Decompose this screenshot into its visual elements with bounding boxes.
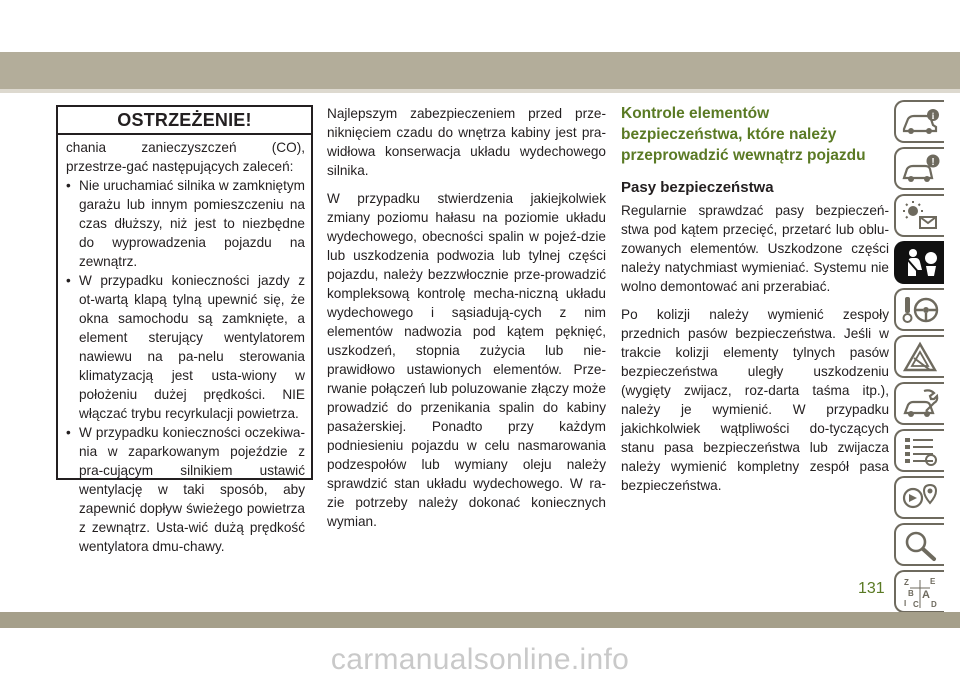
radio-map-icon [900, 481, 940, 515]
warning-body [58, 135, 311, 556]
ignition-steering-icon [900, 293, 940, 327]
index-letter: I [904, 598, 907, 608]
specifications-list-icon [900, 434, 940, 468]
seatbelt-airbag-icon [900, 246, 940, 280]
index-letter: D [931, 599, 937, 609]
warning-intro: chania zanieczyszczeń (CO), przestrze-gać następujących zaleceń: [66, 140, 305, 174]
wrench-car-icon [900, 387, 940, 421]
right-column [621, 103, 889, 504]
paragraph: W przypadku stwierdzenia jakiejkolwiek zmiany poziomu hałasu na poziomie układu wydechowego, obecności spalin w pojeź-dzie lub uszkodzenia podwozia lub tylnej części pojazdu, należy bezzwłocznie prze-prowadzić kompleksową kontrolę mecha-niczną układu wydechowego i sąsiadują-cych z nim elementów nadwozia pod kątem pęknięć, uszkodzeń, stopnia zużycia lub nie-prawidłowo ustawionych elementów. Prze-rwanie połączeń lub poluzowanie złączy może prowadzić do przenikania spalin do kabiny pasażerskiej. Ponadto przy każdym podniesieniu pojazdu w celu nasmarowania podzespołów lub wymiany oleju należy sprawdzić stan układu wydechowego. W ra-zie potrzeby należy dokonać koniecznych wymian. [327, 191, 606, 529]
middle-column [327, 104, 606, 540]
header-band [0, 52, 960, 89]
warning-box [56, 105, 313, 554]
warning-list [66, 176, 305, 556]
paragraph: Regularnie sprawdzać pasy bezpieczeń-stwa pod kątem przecięć, przetarć lub oblu-zowanych elementów. Uszkodzone części należy natychmiast wymieniać. Systemu nie wolno demontować ani przerabiać. [621, 203, 889, 294]
car-warning-icon [900, 152, 940, 186]
tab-seatbelt-airbag[interactable] [894, 241, 944, 284]
tab-car-warning[interactable] [894, 147, 944, 190]
index-letter: Z [904, 577, 909, 587]
alphabet-index-icon [900, 575, 940, 609]
index-letter: E [930, 576, 936, 586]
warning-title: OSTRZEŻENIE! [58, 107, 311, 135]
warning-item: • W przypadku konieczności oczekiwa-nia w zaparkowanym pojeździe z pra-cującym silnikiem ustawić wentylację w taki sposób, aby zapewnić dopływ świeżego powietrza z zewnątrz. Usta-wić dużą prędkość wentylatora dmu-chawy. [66, 423, 305, 556]
tab-car-info[interactable] [894, 100, 944, 143]
index-letter: A [922, 588, 930, 601]
header-band-shadow [0, 89, 960, 93]
tab-search[interactable] [894, 523, 944, 566]
chapter-tabs [894, 100, 944, 617]
paragraph: Po kolizji należy wymienić zespoły przednich pasów bezpieczeństwa. Jeśli w trakcie kolizji elementy tylnych pasów bezpieczeństwa uległy uszkodzeniu (wygięty zwijacz, roz-darta taśma itp.), należy je wymienić. W przypadku jakichkolwiek wątpliwości do-tyczących stanu pasa bezpieczeństwa lub zwijacza należy wymienić kompletny zespół pasa bezpieczeństwa. [621, 307, 889, 493]
hazard-warning-icon [900, 340, 940, 374]
tab-multimedia[interactable] [894, 476, 944, 519]
footer-band [0, 612, 960, 628]
warning-item: • Nie uruchamiać silnika w zamkniętym garażu lub innym pomieszczeniu na czas dłuższy, niż jest to niezbędne do wyprowadzenia pojazdu na zewnątrz. [66, 176, 305, 271]
svg-text:i: i [931, 110, 935, 121]
tab-index[interactable] [894, 570, 944, 613]
tab-ignition-steering[interactable] [894, 288, 944, 331]
section-title: Kontrole elementów bezpieczeństwa, które należy przeprowadzić wewnątrz pojazdu [621, 105, 866, 164]
car-info-icon [900, 105, 940, 139]
tab-dashboard-lights[interactable] [894, 194, 944, 237]
paragraph: Najlepszym zabezpieczeniem przed prze-niknięciem czadu do wnętrza kabiny jest pra-widłowa konserwacja układu wydechowego silnika. [327, 106, 606, 178]
tab-maintenance[interactable] [894, 382, 944, 425]
tab-specifications[interactable] [894, 429, 944, 472]
index-letter: C [913, 599, 919, 609]
page-number: 131 [858, 580, 885, 597]
subsection-title: Pasy bezpieczeństwa [621, 179, 774, 196]
tab-hazard-warning[interactable] [894, 335, 944, 378]
watermark: carmanualsonline.info [330, 643, 630, 676]
warning-item: • W przypadku konieczności jazdy z ot-wartą klapą tylną upewnić się, że okna samochodu są zamknięte, a element sterujący wentylatorem nawiewu na pa-nelu sterowania klimatyzacją jest usta-wiony w położeniu dużej prędkości. NIE włączać trybu recyrkulacji powietrza. [66, 271, 305, 423]
index-letter: B [908, 588, 914, 598]
dashboard-lights-icon [900, 199, 940, 233]
svg-text:!: ! [931, 156, 935, 168]
magnifier-icon [900, 528, 940, 562]
